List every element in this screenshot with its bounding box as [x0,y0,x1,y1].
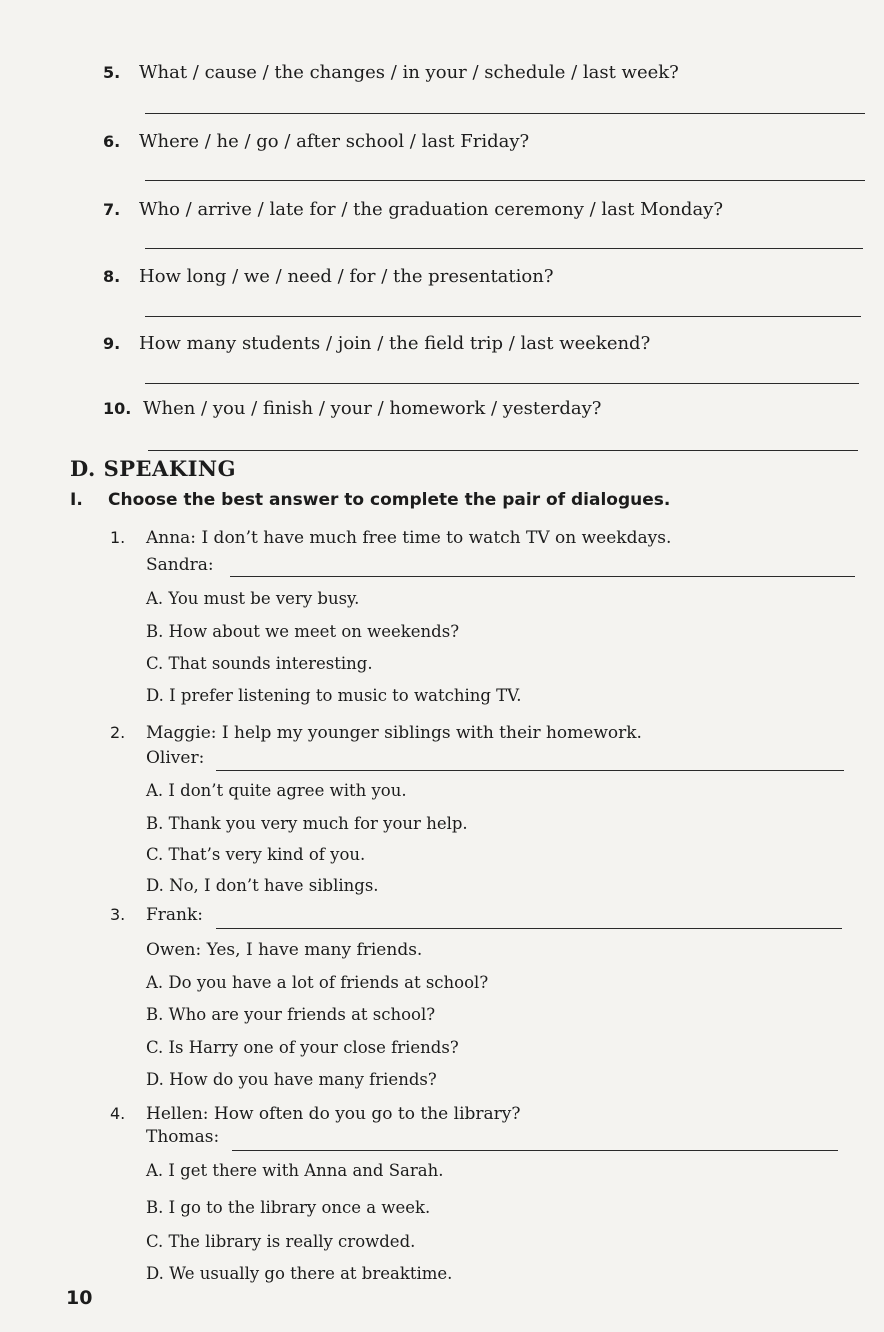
answer-line-9[interactable] [145,383,859,384]
question-number: 6. [103,132,121,151]
dialogue-4-option-c[interactable]: C. The library is really crowded. [146,1232,416,1251]
dialogue-3-answer-line[interactable] [216,928,842,929]
section-heading: D. SPEAKING [70,456,237,481]
question-6 [103,131,529,152]
answer-line-5[interactable] [145,113,865,114]
page-number: 10 [66,1287,93,1309]
instruction-roman: I. [70,490,83,510]
question-text: When / you / finish / your / homework / yesterday? [143,398,602,419]
instruction [70,490,670,510]
question-number: 5. [103,63,121,82]
dialogue-4-option-d[interactable]: D. We usually go there at breaktime. [146,1264,453,1283]
dialogue-3-option-b[interactable]: B. Who are your friends at school? [146,1005,436,1024]
dialogue-1-option-d[interactable]: D. I prefer listening to music to watching TV. [146,686,522,705]
dialogue-3-prompt [110,905,203,925]
question-text: What / cause / the changes / in your / schedule / last week? [139,62,679,83]
dialogue-line: Anna: I don’t have much free time to watch TV on weekdays. [146,528,672,548]
dialogue-2-responder: Oliver: [146,748,205,768]
dialogue-number: 4. [110,1104,126,1123]
question-text: Where / he / go / after school / last Friday? [139,131,530,152]
dialogue-4-prompt [110,1104,521,1124]
dialogue-number: 1. [110,528,126,547]
dialogue-1-option-b[interactable]: B. How about we meet on weekends? [146,622,460,641]
dialogue-number: 3. [110,905,126,924]
dialogue-3-responder: Owen: Yes, I have many friends. [146,940,423,960]
dialogue-1-answer-line[interactable] [230,576,855,577]
question-9 [103,333,650,354]
question-number: 8. [103,267,121,286]
question-7 [103,199,723,220]
dialogue-4-answer-line[interactable] [232,1150,838,1151]
question-text: How many students / join / the field trip / last weekend? [139,333,651,354]
dialogue-line: Frank: [146,905,204,925]
question-text: How long / we / need / for / the presentation? [139,266,554,287]
dialogue-2-option-d[interactable]: D. No, I don’t have siblings. [146,876,379,895]
answer-line-7[interactable] [145,248,863,249]
dialogue-1-option-a[interactable]: A. You must be very busy. [146,589,360,608]
answer-line-6[interactable] [145,180,865,181]
dialogue-3-option-d[interactable]: D. How do you have many friends? [146,1070,437,1089]
dialogue-1-responder: Sandra: [146,555,214,575]
question-number: 7. [103,200,121,219]
dialogue-line: Hellen: How often do you go to the library? [146,1104,521,1124]
question-text: Who / arrive / late for / the graduation ceremony / last Monday? [139,199,723,220]
question-8 [103,266,553,287]
dialogue-3-option-a[interactable]: A. Do you have a lot of friends at school? [146,973,489,992]
dialogue-4-option-a[interactable]: A. I get there with Anna and Sarah. [146,1161,444,1180]
question-number: 10. [103,399,132,418]
dialogue-number: 2. [110,723,126,742]
instruction-text: Choose the best answer to complete the pair of dialogues. [108,490,671,510]
dialogue-4-responder: Thomas: [146,1127,220,1147]
answer-line-8[interactable] [145,316,861,317]
question-5 [103,62,679,83]
dialogue-4-option-b[interactable]: B. I go to the library once a week. [146,1198,431,1217]
answer-line-10[interactable] [148,450,858,451]
dialogue-2-option-b[interactable]: B. Thank you very much for your help. [146,814,468,833]
dialogue-3-option-c[interactable]: C. Is Harry one of your close friends? [146,1038,459,1057]
question-10 [103,398,601,419]
dialogue-1-option-c[interactable]: C. That sounds interesting. [146,654,373,673]
dialogue-1-prompt [110,528,671,548]
dialogue-2-option-c[interactable]: C. That’s very kind of you. [146,845,366,864]
question-number: 9. [103,334,121,353]
dialogue-2-prompt [110,723,642,743]
dialogue-2-answer-line[interactable] [216,770,844,771]
dialogue-2-option-a[interactable]: A. I don’t quite agree with you. [146,781,407,800]
dialogue-line: Maggie: I help my younger siblings with their homework. [146,723,642,743]
